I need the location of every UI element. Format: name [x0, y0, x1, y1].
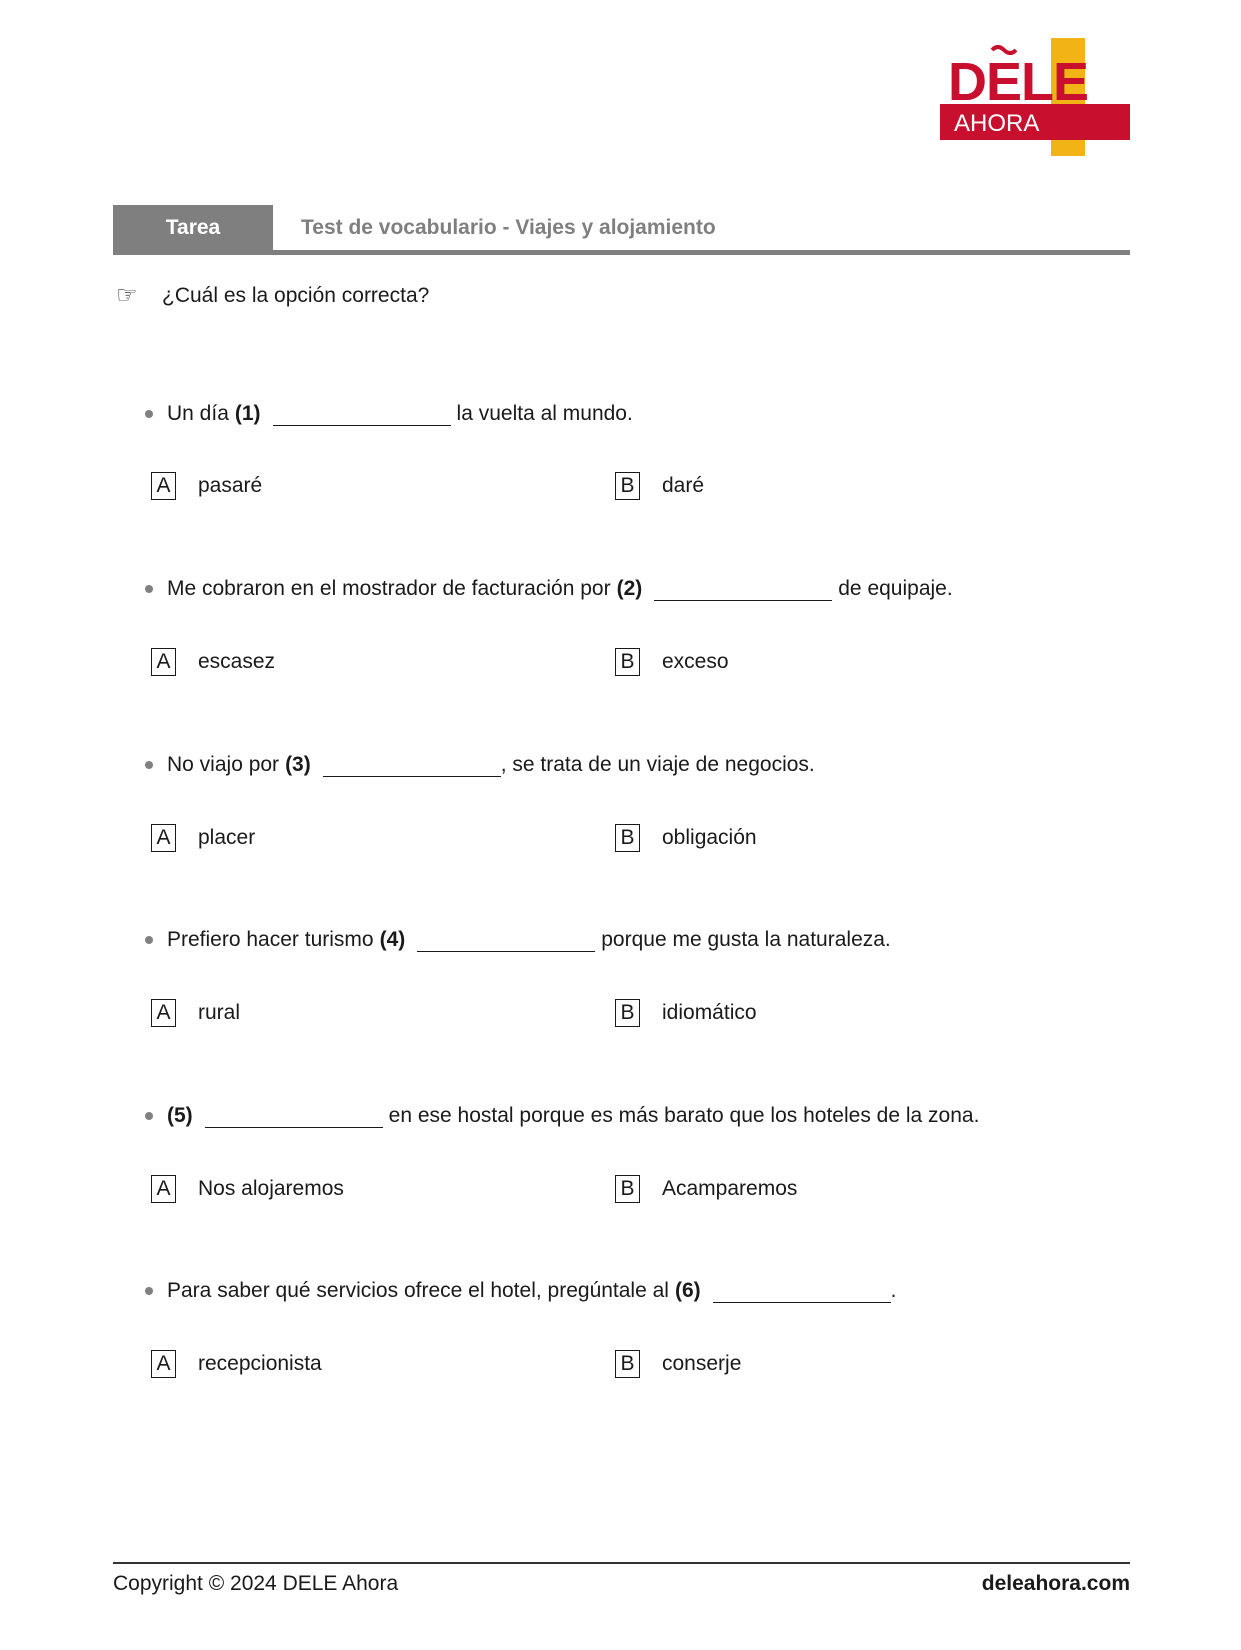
- option-1a[interactable]: [151, 472, 262, 500]
- option-text: rural: [198, 1001, 241, 1024]
- svg-text:AHORA: AHORA: [954, 110, 1040, 137]
- option-5b[interactable]: [615, 1175, 797, 1203]
- option-letter-box: B: [615, 1175, 640, 1203]
- option-text: placer: [198, 826, 256, 849]
- footer-rule: [113, 1562, 1130, 1564]
- pointing-hand-icon: ☞: [116, 282, 138, 309]
- option-4b[interactable]: [615, 999, 757, 1027]
- question-text-after: de equipaje.: [838, 577, 953, 600]
- answer-blank[interactable]: [654, 578, 832, 601]
- option-letter-box: A: [151, 1350, 176, 1378]
- option-6b[interactable]: [615, 1350, 741, 1378]
- question-number: (1): [234, 402, 261, 425]
- question-number: (5): [167, 1104, 193, 1127]
- question-number: (6): [674, 1279, 701, 1302]
- answer-blank[interactable]: [205, 1105, 383, 1128]
- option-4a[interactable]: [151, 999, 240, 1027]
- instruction: [116, 284, 429, 308]
- question-text-after: .: [890, 1279, 897, 1302]
- option-1b[interactable]: [615, 472, 704, 500]
- option-letter-box: B: [615, 648, 640, 676]
- answer-blank[interactable]: [273, 403, 451, 426]
- option-text: escasez: [198, 650, 276, 673]
- question-text-after: , se trata de un viaje de negocios.: [500, 753, 815, 776]
- bullet-icon: [145, 1112, 153, 1120]
- option-3b[interactable]: [615, 824, 757, 852]
- footer-site-link[interactable]: deleahora.com: [981, 1572, 1130, 1595]
- question-3: [145, 753, 815, 777]
- question-text-before: Un día: [167, 402, 229, 425]
- bullet-icon: [145, 410, 153, 418]
- question-5: [145, 1104, 979, 1128]
- bullet-icon: [145, 936, 153, 944]
- question-text-before: Me cobraron en el mostrador de facturación por: [167, 577, 611, 600]
- option-letter-box: B: [615, 472, 640, 500]
- option-3a[interactable]: [151, 824, 255, 852]
- question-1: [145, 402, 633, 426]
- option-text: obligación: [662, 826, 757, 849]
- option-6a[interactable]: [151, 1350, 322, 1378]
- question-text-after: la vuelta al mundo.: [456, 402, 633, 425]
- option-text: Nos alojaremos: [198, 1177, 344, 1200]
- task-header: [113, 205, 1130, 255]
- option-letter-box: A: [151, 472, 176, 500]
- bullet-icon: [145, 585, 153, 593]
- question-text-after: en ese hostal porque es más barato que los hoteles de la zona.: [388, 1104, 980, 1127]
- question-2: [145, 577, 953, 601]
- question-text-before: Para saber qué servicios ofrece el hotel, pregúntale al: [167, 1279, 669, 1302]
- option-letter-box: B: [615, 999, 640, 1027]
- option-letter-box: A: [151, 1175, 176, 1203]
- question-text-before: No viajo por: [167, 753, 280, 776]
- option-letter-box: A: [151, 824, 176, 852]
- option-2a[interactable]: [151, 648, 275, 676]
- task-title: Test de vocabulario - Viajes y alojamiento: [301, 215, 716, 239]
- option-letter-box: A: [151, 999, 176, 1027]
- task-header-rule: [113, 250, 1130, 255]
- option-2b[interactable]: [615, 648, 729, 676]
- question-number: (2): [616, 577, 643, 600]
- option-text: idiomático: [662, 1001, 757, 1024]
- dele-ahora-logo: [940, 38, 1130, 156]
- option-5a[interactable]: [151, 1175, 344, 1203]
- question-number: (4): [379, 928, 406, 951]
- option-letter-box: A: [151, 648, 176, 676]
- question-text-before: Prefiero hacer turismo: [167, 928, 374, 951]
- svg-text:DELE: DELE: [948, 52, 1089, 112]
- option-text: exceso: [662, 650, 729, 673]
- answer-blank[interactable]: [417, 929, 595, 952]
- option-text: daré: [662, 474, 705, 497]
- question-6: [145, 1279, 896, 1303]
- bullet-icon: [145, 1287, 153, 1295]
- answer-blank[interactable]: [713, 1280, 891, 1303]
- option-letter-box: B: [615, 1350, 640, 1378]
- option-text: pasaré: [198, 474, 263, 497]
- option-letter-box: B: [615, 824, 640, 852]
- question-number: (3): [285, 753, 311, 776]
- task-tag: Tarea: [113, 205, 273, 250]
- option-text: Acamparemos: [662, 1177, 798, 1200]
- footer-copyright: Copyright © 2024 DELE Ahora: [113, 1572, 399, 1595]
- instruction-text: ¿Cuál es la opción correcta?: [162, 284, 430, 307]
- option-text: conserje: [662, 1352, 742, 1375]
- answer-blank[interactable]: [323, 754, 501, 777]
- option-text: recepcionista: [198, 1352, 322, 1375]
- question-4: [145, 928, 891, 952]
- question-text-after: porque me gusta la naturaleza.: [601, 928, 891, 951]
- bullet-icon: [145, 761, 153, 769]
